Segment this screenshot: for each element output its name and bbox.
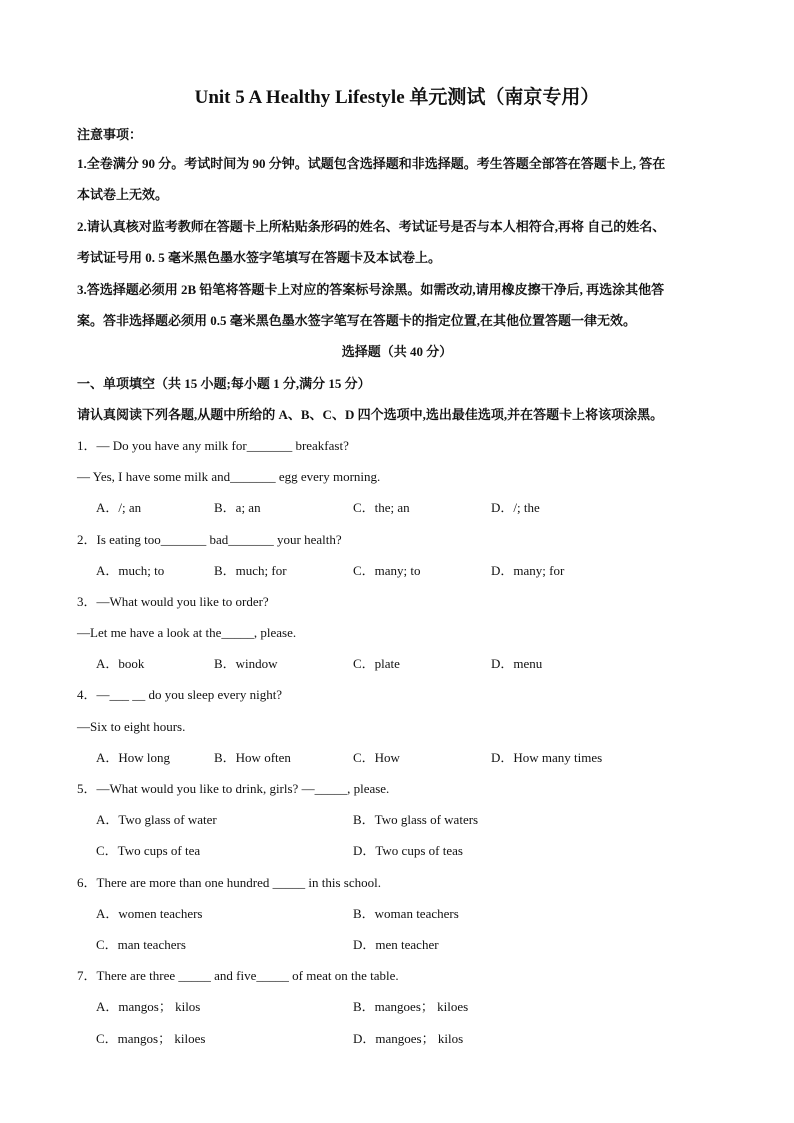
question-4-stem: 4．—___ __ do you sleep every night? bbox=[77, 687, 283, 702]
question-4-option-b[interactable]: B．How often bbox=[214, 750, 291, 765]
question-4-stem-reply: —Six to eight hours. bbox=[77, 719, 186, 734]
question-7-option-a[interactable]: A．mangos； kilos bbox=[96, 999, 201, 1014]
question-6-stem: 6．There are more than one hundred _____ in this school. bbox=[77, 875, 381, 890]
part1-heading: 一、单项填空（共 15 小题;每小题 1 分,满分 15 分） bbox=[77, 376, 371, 391]
question-1-stem-reply: — Yes, I have some milk and_______ egg every morning. bbox=[77, 469, 381, 484]
notice-item-3-line-2: 案。答非选择题必须用 0.5 毫米黑色墨水签字笔写在答题卡的指定位置,在其他位置答题一律无效。 bbox=[77, 313, 637, 328]
question-3-option-b[interactable]: B．window bbox=[214, 656, 278, 671]
question-7-stem: 7．There are three _____ and five_____ of meat on the table. bbox=[77, 968, 399, 983]
section-title: 选择题（共 40 分） bbox=[341, 344, 453, 359]
question-1-option-a[interactable]: A．/; an bbox=[96, 500, 142, 515]
question-4-option-a[interactable]: A．How long bbox=[96, 750, 171, 765]
question-1-stem: 1．— Do you have any milk for_______ breakfast? bbox=[77, 438, 349, 453]
question-7-option-b[interactable]: B．mangoes； kiloes bbox=[353, 999, 469, 1014]
question-3-stem: 3．—What would you like to order? bbox=[77, 594, 269, 609]
question-5-option-c[interactable]: C．Two cups of tea bbox=[96, 843, 201, 858]
question-2-stem: 2．Is eating too_______ bad_______ your health? bbox=[77, 532, 342, 547]
question-3-option-a[interactable]: A．book bbox=[96, 656, 145, 671]
question-1-option-d[interactable]: D．/; the bbox=[491, 500, 540, 515]
question-5-option-a[interactable]: A．Two glass of water bbox=[96, 812, 217, 827]
question-3-option-c[interactable]: C．plate bbox=[353, 656, 400, 671]
question-6-option-d[interactable]: D．men teacher bbox=[353, 937, 439, 952]
question-2-option-b[interactable]: B．much; for bbox=[214, 563, 287, 578]
question-4-option-c[interactable]: C．How bbox=[353, 750, 400, 765]
question-5-stem: 5．—What would you like to drink, girls? —_____, please. bbox=[77, 781, 390, 796]
notice-item-1-line-1: 1.全卷满分 90 分。考试时间为 90 分钟。试题包含选择题和非选择题。考生答题全部答在答题卡上, 答在 bbox=[77, 156, 666, 171]
question-6-option-c[interactable]: C．man teachers bbox=[96, 937, 186, 952]
question-2-option-a[interactable]: A．much; to bbox=[96, 563, 165, 578]
notice-item-1-line-2: 本试卷上无效。 bbox=[77, 187, 169, 202]
question-3-stem-reply: —Let me have a look at the_____, please. bbox=[77, 625, 297, 640]
question-5-option-d[interactable]: D．Two cups of teas bbox=[353, 843, 463, 858]
notice-heading: 注意事项： bbox=[77, 127, 143, 142]
page-title: Unit 5 A Healthy Lifestyle 单元测试（南京专用） bbox=[194, 87, 600, 108]
notice-item-2-line-2: 考试证号用 0. 5 毫米黑色墨水签字笔填写在答题卡及本试卷上。 bbox=[77, 250, 442, 265]
question-7-option-c[interactable]: C．mangos； kiloes bbox=[96, 1031, 206, 1046]
question-1-option-c[interactable]: C．the; an bbox=[353, 500, 410, 515]
question-4-option-d[interactable]: D．How many times bbox=[491, 750, 603, 765]
question-6-option-b[interactable]: B．woman teachers bbox=[353, 906, 459, 921]
question-5-option-b[interactable]: B．Two glass of waters bbox=[353, 812, 479, 827]
question-2-option-c[interactable]: C．many; to bbox=[353, 563, 421, 578]
question-2-option-d[interactable]: D．many; for bbox=[491, 563, 565, 578]
question-1-option-b[interactable]: B．a; an bbox=[214, 500, 261, 515]
question-3-option-d[interactable]: D．menu bbox=[491, 656, 543, 671]
notice-item-3-line-1: 3.答选择题必须用 2B 铅笔将答题卡上对应的答案标号涂黑。如需改动,请用橡皮擦干净后, 再选涂其他答 bbox=[77, 282, 665, 297]
question-7-option-d[interactable]: D．mangoes； kilos bbox=[353, 1031, 464, 1046]
notice-item-2-line-1: 2.请认真核对监考教师在答题卡上所粘贴条形码的姓名、考试证号是否与本人相符合,再将 自己的姓名、 bbox=[77, 219, 666, 234]
question-6-option-a[interactable]: A．women teachers bbox=[96, 906, 203, 921]
part1-instruction: 请认真阅读下列各题,从题中所给的 A、B、C、D 四个选项中,选出最佳选项,并在答题卡上将该项涂黑。 bbox=[77, 407, 664, 422]
